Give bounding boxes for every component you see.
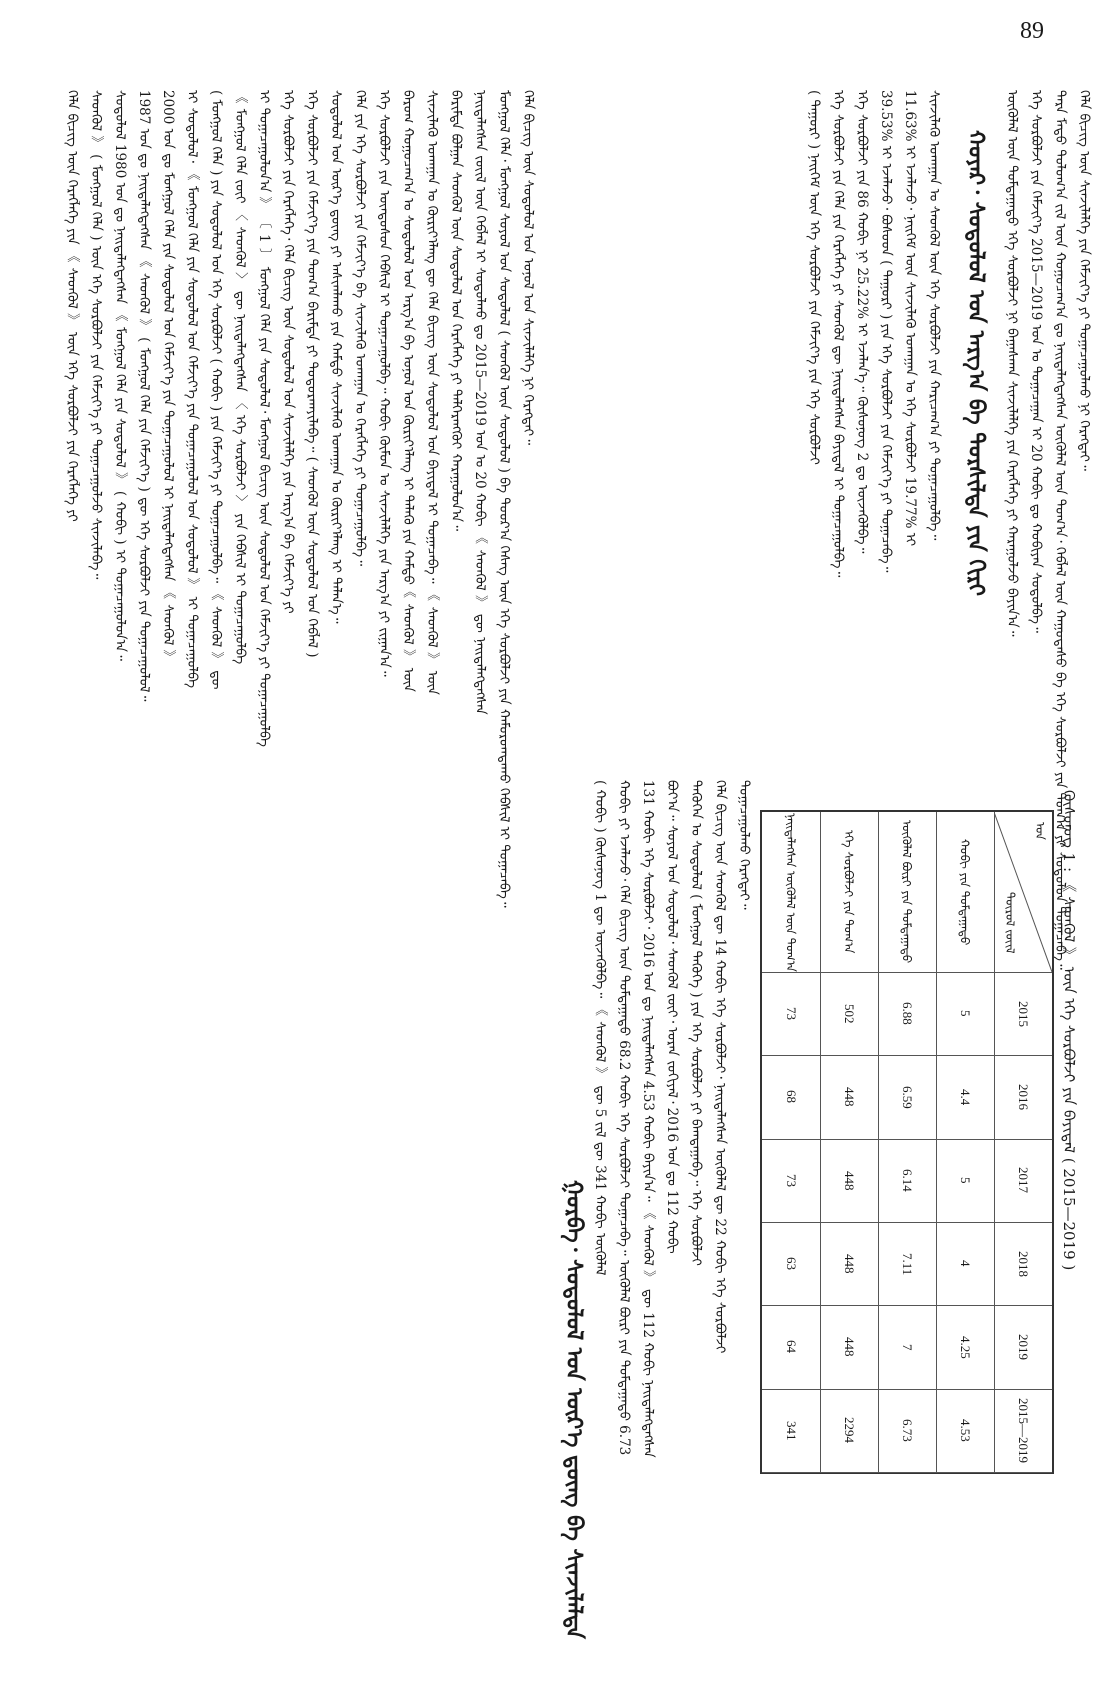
table-year-label: 2017 bbox=[1016, 1167, 1031, 1194]
table-value-cell bbox=[820, 1389, 878, 1472]
table-value: 502 bbox=[842, 1003, 857, 1024]
text-line: ᠡᠬᠡ ᠰᠤᠷᠪᠤᠯᠵᠢ ᠶᠢᠨ 86 ᠬᠤᠪᠢ ᠨᠢ 25.22% ᠢ ᠡᠵᠡᠯᠡᠨ᠎ᠡ᠃ ᠬᠦᠰᠦᠨᠦᠭ 2 ᠳᠤ ᠦᠵᠡᠭᠦᠯᠪᠡ᠃ bbox=[854, 90, 870, 554]
table-value: 7 bbox=[900, 1343, 915, 1351]
text-line: ᠪᠠᠷᠢᠮᠲᠠ ᠪᠣᠯᠭᠠᠨ ᠰᠡᠳᠬᠦᠯ ᠦᠨ ᠰᠤᠳᠤᠯᠤᠯ ᠤᠨ ᠬᠡᠷᠡᠭᠯᠡᠭᠡ ᠶᠢ ᠳᠡᠯᠭᠡᠷᠡᠩᠭᠦᠢ ᠬᠠᠷᠠᠭᠤᠯᠤᠨ᠎ᠠ᠃ bbox=[448, 90, 464, 531]
table-value-cell bbox=[936, 1139, 994, 1222]
table-value: 448 bbox=[842, 1337, 857, 1357]
table-value-cell bbox=[878, 1055, 936, 1138]
table-value-cell bbox=[878, 1139, 936, 1222]
text-line: 1987 ᠣᠨ ᠳᠤ ᠨᠡᠢᠲᠡᠯᠡᠭᠳᠡᠭᠰᠡᠨ 《 ᠰᠡᠳᠬᠦᠯ 》 ( ᠮᠣᠩᠭᠣᠯ ᠬᠡᠯᠡ ᠶᠢᠨ ᠬᠡᠮᠵᠢᠶ᠎ᠡ ) ᠳᠦ ᠡᠬᠡ ᠰᠤᠷᠪᠤᠯᠵᠢ ᠶᠢᠨ ᠲᠣᠭᠠᠴᠠᠭᠤᠯᠤᠯ᠃ bbox=[136, 90, 152, 702]
table-header-label: ᠨᠡᠢᠲᠡᠯᠡᠭᠰᠡᠨ ᠥᠭᠦᠯᠡᠯ ᠦᠨ ᠲᠣᠭ᠎ᠠ bbox=[783, 812, 798, 972]
table-value-cell bbox=[820, 1305, 878, 1388]
text-line: ᠢ ᠰᠤᠳᠤᠯᠤᠯ᠂ 《 ᠮᠣᠩᠭᠣᠯ ᠬᠡᠯᠡ ᠶᠢᠨ ᠰᠤᠳᠤᠯᠤᠯ ᠤᠨ ᠬᠡᠮᠵᠢᠶ᠎ᠡ ᠶᠢᠨ ᠲᠣᠭᠠᠴᠠᠭᠤᠯᠤᠯ ᠤᠨ ᠰᠤᠳᠤᠯᠤᠯ 》 ᠢ ᠲᠣᠭᠠᠴᠠᠭᠤᠯᠪᠠ bbox=[184, 90, 200, 689]
table-value-cell bbox=[820, 972, 878, 1055]
text-line: ᠲᠡᠷᠡ ᠮᠡᠲᠦ ᠳᠣᠯᠣᠭ᠎ᠠ ᠵᠢᠯ ᠦᠨ ᠬᠤᠭᠤᠴᠠᠭ᠎ᠠ ᠳᠤ ᠨᠡᠢᠲᠡᠯᠡᠭᠳᠡᠭᠰᠡᠨ ᠥᠭᠦᠯᠡᠯ ᠦᠨ ᠲᠣᠭ᠎ᠠ᠂ ᠬᠡᠪᠯᠡᠯ ᠦᠨ ᠬᠠᠭᠤᠳᠠᠰᠤ ᠪᠠ ᠡᠬᠡ ᠰᠤᠷᠪᠤᠯᠵᠢ ᠶᠢᠨ ᠲᠣᠭ᠎ᠠ ᠶᠢ ᠰᠤᠳᠤᠯᠤᠨ ᠲᠣᠭᠠᠴᠠᠪᠠ᠃ bbox=[1052, 90, 1068, 970]
table-value: 6.14 bbox=[900, 1168, 915, 1192]
table-year-label: 2016 bbox=[1016, 1083, 1031, 1110]
page-number: 89 bbox=[1020, 18, 1044, 44]
text-line: ᠬᠡᠯᠡ ᠶᠢᠨ ᠡᠬᠡ ᠰᠤᠷᠪᠤᠯᠵᠢ ᠶᠢᠨ ᠬᠡᠮᠵᠢᠶ᠎ᠡ ᠪᠠ ᠰᠢᠨᠵᠢᠯᠡᠬᠦ ᠤᠬᠠᠭᠠᠨ ᠤ ᠬᠡᠷᠡᠭᠯᠡᠭᠡ ᠶᠢ ᠲᠣᠭᠠᠴᠠᠭᠤᠯᠪᠠ᠃ bbox=[352, 90, 368, 566]
text-line: ᠬᠡᠯᠡ ᠪᠢᠴᠢᠭ ᠦᠨ ᠬᠡᠷᠡᠭᠯᠡᠭᠡ ᠶᠢᠨ 《 ᠰᠡᠳᠬᠦᠯ 》 ᠦᠨ ᠡᠬᠡ ᠰᠤᠷᠪᠤᠯᠵᠢ ᠶᠢᠨ ᠬᠡᠷᠡᠭᠯᠡᠭᠡ ᠶᠢ bbox=[64, 90, 80, 522]
table-year-cell bbox=[994, 1222, 1052, 1305]
table-year-cell bbox=[994, 1389, 1052, 1472]
table-header-cell bbox=[820, 812, 878, 972]
table-year-label: 2015—2019 bbox=[1016, 1397, 1031, 1463]
corner-bottom-label: ᠲᠦᠷᠦᠯ ᠵᠦᠢᠯ bbox=[1003, 892, 1017, 954]
table-row-divider bbox=[762, 1305, 1052, 1306]
text-line: 11.63% ᠢ ᠡᠵᠡᠯᠡᠵᠦ᠂ ᠨᠡᠢᠭᠡᠮ ᠦᠨ ᠰᠢᠨᠵᠢᠯᠡᠬᠦ ᠤᠬᠠᠭᠠᠨ ᠤ ᠡᠬᠡ ᠰᠤᠷᠪᠤᠯᠵᠢ 19.77% ᠢ bbox=[902, 90, 918, 547]
text-line: ᠰᠤᠳᠤᠯᠤᠯ ᠤᠨ ᠦᠷ᠎ᠡ ᠳ᠋ᠦᠩ ᠶᠢ ᠠᠰᠢᠭᠯᠠᠬᠤ ᠶᠢᠨ ᠬᠠᠮᠲᠤ ᠰᠢᠨᠵᠢᠯᠡᠬᠦ ᠤᠬᠠᠭᠠᠨ ᠤ ᠬᠦᠷᠢᠶ᠎ᠡᠯᠡᠩ ᠢ ᠲᠡᠯᠡᠨ᠎ᠡ᠃ bbox=[328, 90, 344, 624]
data-table bbox=[760, 810, 1054, 1474]
table-value-cell bbox=[878, 972, 936, 1055]
text-line: ᠰᠢᠨᠵᠢᠯᠡᠬᠦ ᠤᠬᠠᠭᠠᠨ ᠤ ᠰᠡᠳᠭᠦᠯ ᠦᠨ ᠡᠬᠡ ᠰᠤᠷᠪᠤᠯᠵᠢ ᠶᠢᠨ ᠬᠠᠷᠢᠴᠠᠭ᠎ᠠ ᠶᠢ ᠲᠣᠭᠠᠴᠠᠭᠤᠯᠪᠠ᠃ bbox=[926, 90, 942, 541]
table-header-label: ᠬᠤᠪᠢ ᠶᠢᠨ ᠳᠤᠮᠳᠠᠭᠠᠳᠤ bbox=[957, 838, 972, 946]
text-line: 39.53% ᠢ ᠡᠵᠡᠯᠡᠵᠦ᠂ ᠪᠤᠰᠤᠳ ( ᠳᠠᠭᠤᠷᠢ ) ᠶᠢᠨ ᠡᠬᠡ ᠰᠤᠷᠪᠤᠯᠵᠢ ᠶᠢᠨ ᠬᠡᠮᠵᠢᠶ᠎ᠡ ᠶᠢ ᠲᠣᠭᠠᠴᠠᠪᠠ᠃ bbox=[878, 90, 894, 573]
table-header-cell bbox=[878, 812, 936, 972]
text-line: ᠰᠤᠳᠤᠯᠤᠯ 1980 ᠣᠨ ᠳᠤ ᠨᠡᠢᠲᠡᠯᠡᠭᠳᠡᠭᠰᠡᠨ 《 ᠮᠣᠩᠭᠣᠯ ᠬᠡᠯᠡ ᠶᠢᠨ ᠰᠤᠳᠤᠯᠤᠯ 》 ( ᠬᠤᠪᠢ ) ᠢ ᠲᠣᠭᠠᠴᠠᠭᠤᠯᠤᠨ᠎ᠠ᠃ bbox=[112, 90, 128, 661]
table-value-cell bbox=[762, 1222, 820, 1305]
table-year-cell bbox=[994, 972, 1052, 1055]
table-value: 7.11 bbox=[900, 1252, 915, 1275]
table-value-cell bbox=[762, 1305, 820, 1388]
table-value: 68 bbox=[784, 1090, 799, 1104]
table-value-cell bbox=[820, 1139, 878, 1222]
text-line: ( ᠮᠣᠩᠭᠣᠯ ᠬᠡᠯᠡ ) ᠶᠢᠨ ᠰᠤᠳᠤᠯᠤᠯ ᠤᠨ ᠡᠬᠡ ᠰᠤᠷᠪᠤᠯᠵᠢ ( ᠬᠤᠪᠢ ) ᠶᠢᠨ ᠬᠡᠮᠵᠢᠶ᠎ᠡ ᠶᠢ ᠲᠣᠭᠠᠴᠠᠭᠤᠯᠪᠠ᠃ 《 ᠰᠡᠳᠬᠦᠯ 》 ᠳᠦ bbox=[208, 90, 224, 690]
text-line: ᠬᠡᠯᠡ ᠪᠢᠴᠢᠭ ᠦᠨ ᠰᠤᠳᠤᠯᠤᠯ ᠤᠨ ᠣᠨᠣᠯ ᠤᠨ ᠰᠢᠨᠵᠢᠯᠡᠯᠭᠡ ᠨᠢ ᠬᠡᠷᠡᠭᠲᠡᠢ᠃ bbox=[520, 90, 536, 446]
table-year-label: 2019 bbox=[1016, 1333, 1031, 1360]
table-value-cell bbox=[936, 1222, 994, 1305]
table-value-cell bbox=[820, 1222, 878, 1305]
table-value: 448 bbox=[842, 1087, 857, 1107]
table-header-label: ᠡᠬᠡ ᠰᠤᠷᠪᠤᠯᠵᠢ ᠶᠢᠨ ᠲᠣᠭ᠎ᠠ bbox=[841, 830, 856, 954]
table-caption: ᠬᠦᠰᠦᠨᠦᠭ 1 : 《 ᠰᠡᠳᠬᠦᠯ 》 ᠦᠨ ᠡᠬᠡ ᠰᠤᠷᠪᠤᠯᠵᠢ ᠶᠢᠨ ᠪᠠᠶᠢᠳᠠᠯ ( 2015—2019 ) bbox=[1060, 790, 1078, 1271]
table-value: 4 bbox=[958, 1260, 973, 1267]
text-line: ᠮᠣᠩᠭᠣᠯ ᠬᠡᠯᠡ᠂ ᠮᠣᠩᠭᠣᠯ ᠰᠤᠶᠤᠯ ᠤᠨ ᠰᠤᠳᠤᠯᠤᠯ ( ᠰᠡᠳᠬᠦᠯ ᠦᠨ ᠰᠤᠳᠤᠯᠤᠯ ) ᠪᠠ ᠳᠣᠣᠷ᠎ᠠ ᠬᠡᠰᠡᠭ ᠦᠨ ᠡᠬᠡ ᠰᠤᠷᠪᠤᠯᠵᠢ ᠶᠢᠨ ᠬᠠᠮᠤᠷᠤᠭᠳᠠᠬᠤ ᠬᠡᠪᠰᠢᠯ ᠢ ᠲᠣᠭᠠᠴᠠᠪᠠ᠃ bbox=[496, 90, 512, 908]
table-year-cell bbox=[994, 1305, 1052, 1388]
text-line: ᠬᠡᠯᠡ ᠪᠢᠴᠢᠭ ᠦᠨ ᠰᠢᠨᠵᠢᠯᠡᠯᠭᠡ ᠶᠢᠨ ᠬᠡᠮᠵᠢᠶ᠎ᠡ ᠶᠢ ᠲᠣᠭᠠᠴᠠᠭᠤᠯᠬᠤ ᠨᠢ ᠬᠡᠷᠡᠭᠲᠡᠢ᠃ bbox=[1076, 90, 1092, 471]
table-value: 5 bbox=[958, 1010, 973, 1017]
table-value-cell bbox=[878, 1389, 936, 1472]
table-header-cell bbox=[936, 812, 994, 972]
text-line: ( ᠬᠤᠪᠢ ) ᠬᠦᠰᠦᠨᠦᠭ 1 ᠳᠦ ᠦᠵᠡᠭᠦᠯᠪᠡ᠃ 《 ᠰᠡᠳᠬᠦᠯ 》 ᠳᠦ 5 ᠵᠢᠯ ᠳᠦ 341 ᠬᠤᠪᠢ ᠥᠭᠦᠯᠡᠯ bbox=[592, 780, 608, 1276]
table-col-divider bbox=[878, 812, 879, 1472]
table-value: 448 bbox=[842, 1253, 857, 1274]
text-line: ᠡᠬᠡ ᠰᠤᠷᠪᠤᠯᠵᠢ ᠶᠢᠨ ᠬᠡᠯᠡ ᠶᠢᠨ ᠬᠡᠷᠡᠭᠯᠡᠭᠡ ᠶᠢ ᠰᠡᠳᠬᠦᠯ ᠳᠦ ᠨᠡᠢᠲᠡᠯᠡᠭᠰᠡᠨ ᠪᠠᠶᠢᠳᠠᠯ ᠢ ᠲᠣᠭᠠᠴᠠᠭᠤᠯᠪᠠ᠃ bbox=[830, 90, 846, 578]
table-row-divider bbox=[762, 972, 1052, 973]
table-value: 341 bbox=[784, 1420, 799, 1441]
table-value: 4.4 bbox=[958, 1088, 973, 1106]
table-row-divider bbox=[762, 1389, 1052, 1390]
table-area bbox=[760, 780, 1094, 1680]
table-value-cell bbox=[936, 972, 994, 1055]
table-value-cell bbox=[878, 1222, 936, 1305]
table-year-label: 2018 bbox=[1016, 1250, 1031, 1277]
table-value: 5 bbox=[958, 1177, 973, 1184]
table-row-divider bbox=[762, 1055, 1052, 1056]
table-value-cell bbox=[762, 972, 820, 1055]
text-line: ᠥᠭᠦᠯᠡᠯ ᠦᠨ ᠳᠤᠮᠳᠠᠭᠠᠳᠤ ᠡᠬᠡ ᠰᠤᠷᠪᠤᠯᠵᠢ ᠨᠢ ᠪᠠᠭᠠᠰᠬᠠᠨ ᠰᠢᠨᠵᠢᠯᠡᠯᠭᠡ ᠶᠢᠨ ᠬᠡᠷᠡᠭᠯᠡᠭᠡ ᠶᠢ ᠬᠠᠷᠠᠭᠤᠯᠵᠤ ᠪᠠᠶᠢᠨ᠎ᠠ᠃ bbox=[1004, 90, 1020, 637]
table-col-divider bbox=[994, 812, 995, 1472]
text-line: ᠲᠣᠭᠠᠴᠠᠭᠤᠯᠬᠤ ᠬᠡᠷᠡᠭᠲᠡᠢ᠃ bbox=[736, 780, 752, 910]
table-header-cell bbox=[762, 812, 820, 972]
text-line: ᠡᠬᠡ ᠰᠤᠷᠪᠤᠯᠵᠢ ᠶᠢᠨ ᠦᠨᠳᠦᠰᠦᠨ ᠬᠡᠪᠰᠢᠯ ᠢ ᠲᠣᠭᠠᠴᠠᠭᠤᠯᠪᠠ᠃ ᠬᠤᠪᠢ ᠬᠦᠮᠦᠨ ᠤ ᠰᠢᠨᠵᠢᠯᠡᠯᠭᠡ ᠶᠢᠨ ᠠᠷᠭ᠎ᠠ ᠶᠢ ᠵᠢᠭᠠᠨ᠎ᠠ᠃ bbox=[376, 90, 392, 677]
table-year-cell bbox=[994, 1139, 1052, 1222]
table-value-cell bbox=[878, 1305, 936, 1388]
text-line: ᠡᠬᠡ ᠰᠤᠷᠪᠤᠯᠵᠢ ᠶᠢᠨ ᠬᠡᠮᠵᠢᠶ᠎ᠡ 2015—2019 ᠣᠨ ᠤ ᠲᠣᠭᠠᠴᠠᠭᠠᠨ ᠢ 20 ᠬᠤᠪᠢ ᠳᠤ ᠬᠤᠪᠢᠶᠠᠨ ᠰᠤᠳᠤᠯᠪᠠ᠃ bbox=[1028, 90, 1044, 633]
text-line: 2000 ᠣᠨ ᠳᠤ ᠮᠣᠩᠭᠣᠯ ᠬᠡᠯᠡ ᠶᠢᠨ ᠰᠤᠳᠤᠯᠤᠯ ᠤᠨ ᠬᠡᠮᠵᠢᠶ᠎ᠡ ᠶᠢᠨ ᠲᠣᠭᠠᠴᠠᠭᠤᠯᠤᠯ ᠢ ᠨᠡᠢᠲᠡᠯᠡᠭᠳᠡᠭᠰᠡᠨ 《 ᠰᠡᠳᠬᠦᠯ 》 bbox=[160, 90, 176, 664]
text-line: ( ᠳᠠᠭᠤᠷᠢ ) ᠨᠡᠢᠭᠡᠮ ᠦᠨ ᠡᠬᠡ ᠰᠤᠷᠪᠤᠯᠵᠢ ᠶᠢᠨ ᠬᠡᠮᠵᠢᠶ᠎ᠡ ᠶᠢᠨ ᠡᠬᠡ ᠰᠤᠷᠪᠤᠯᠵᠢ bbox=[806, 90, 822, 465]
table-value-cell bbox=[936, 1389, 994, 1472]
text-line: ᠪᠤᠶ᠎ᠠ᠃ ᠰᠣᠶᠣᠯ ᠤᠨ ᠰᠤᠳᠤᠯᠤᠯ᠂ ᠰᠡᠳᠬᠦᠯ ᠵᠦᠢ᠂ ᠤᠷᠠᠨ ᠵᠣᠬᠢᠶᠠᠯ᠂ 2016 ᠣᠨ ᠳᠤ 112 ᠬᠤᠪᠢ bbox=[664, 780, 680, 1254]
text-line: ᠰᠡᠳᠬᠦᠯ 》 ( ᠮᠣᠩᠭᠣᠯ ᠬᠡᠯᠡ ) ᠦᠨ ᠡᠬᠡ ᠰᠤᠷᠪᠤᠯᠵᠢ ᠶᠢᠨ ᠬᠡᠮᠵᠢᠶ᠎ᠡ ᠶᠢ ᠲᠣᠭᠠᠴᠠᠭᠤᠯᠵᠤ ᠰᠢᠨᠵᠢᠯᠡᠪᠡ᠃ bbox=[88, 90, 104, 580]
table-value: 6.73 bbox=[900, 1418, 915, 1442]
text-line: 131 ᠬᠤᠪᠢ ᠡᠬᠡ ᠰᠤᠷᠪᠤᠯᠵᠢ᠂ 2016 ᠣᠨ ᠳᠤ ᠨᠡᠢᠲᠡᠯᠡᠭᠰᠡᠨ 4.53 ᠬᠤᠪᠢ ᠪᠠᠶᠢᠨ᠎ᠠ᠃ 《 ᠰᠡᠳᠬᠦᠯ 》 ᠳᠦ 112 ᠬᠤᠪᠢ ᠨᠡᠢᠲᠡᠯᠡᠭᠳᠡᠭᠰᠡᠨ bbox=[640, 780, 656, 1458]
table-value: 63 bbox=[784, 1257, 799, 1271]
table-year-label: 2015 bbox=[1016, 1000, 1031, 1027]
table-value: 6.88 bbox=[900, 1002, 915, 1026]
right-lower-text bbox=[560, 780, 760, 1680]
table-row-divider bbox=[762, 1222, 1052, 1223]
text-line: ᠲᠡᠭᠦᠬᠡᠨ ᠤ ᠰᠤᠳᠤᠯᠤᠯ ( ᠮᠣᠩᠭᠣᠯ ᠲᠡᠭᠦᠬᠡ ) ᠶᠢᠨ ᠡᠬᠡ ᠰᠤᠷᠪᠤᠯᠵᠢ ᠶᠢ ᠪᠠᠭᠲᠠᠭᠠᠪᠠ᠃ ᠡᠬᠡ ᠰᠤᠷᠪᠤᠯᠵᠢ bbox=[688, 780, 704, 1266]
table-value: 6.59 bbox=[900, 1085, 915, 1109]
table-value: 2294 bbox=[842, 1417, 857, 1444]
table-value: 4.25 bbox=[958, 1335, 973, 1359]
table-header-label: ᠥᠭᠦᠯᠡᠯ ᠪᠦᠷᠢ ᠶᠢᠨ ᠳᠤᠮᠳᠠᠭᠠᠳᠤ bbox=[899, 820, 914, 964]
table-row-divider bbox=[762, 1139, 1052, 1140]
table-value-cell bbox=[820, 1055, 878, 1138]
text-line: ᠡᠬᠡ ᠰᠤᠷᠪᠤᠯᠵᠢ ᠶᠢᠨ ᠬᠡᠮᠵᠢᠶ᠎ᠡ ᠶᠢᠨ ᠲᠣᠭ᠎ᠠ ᠪᠠᠷᠢᠮᠲᠠ ᠶᠢ ᠲᠣᠳᠤᠷᠬᠠᠶᠢᠯᠠᠪᠠ᠃ ( ᠰᠡᠳᠬᠦᠯ ᠦᠨ ᠰᠤᠳᠤᠯᠤᠯ ᠤᠨ ᠬᠡᠪᠯᠡᠯ ) bbox=[304, 90, 320, 658]
text-line: 《 ᠮᠣᠩᠭᠣᠯ ᠬᠡᠯᠡ ᠵᠦᠢ 〈 ᠰᠡᠳᠬᠦᠯ 〉 ᠳᠦ ᠨᠡᠢᠲᠡᠯᠡᠭᠳᠡᠭᠰᠡᠨ 〈 ᠡᠬᠡ ᠰᠤᠷᠪᠤᠯᠵᠢ 〉 ᠶᠢᠨ ᠬᠡᠪᠰᠢᠯ ᠢ ᠲᠣᠭᠠᠴᠠᠭᠤᠯᠪᠠ bbox=[232, 90, 248, 665]
text-line: ᠨᠡᠢᠲᠡᠯᠡᠭᠰᠡᠨ ᠵᠦᠢᠯ ᠦᠨ ᠬᠡᠪᠯᠡᠯ ᠢ ᠰᠤᠳᠤᠯᠬᠤ ᠳᠤ 2015—2019 ᠣᠨ ᠤ 20 ᠬᠤᠪᠢ 《 ᠰᠡᠳᠬᠦᠯ 》 ᠳᠦ ᠨᠡᠢᠲᠡᠯᠡᠭᠳᠡᠭᠰᠡᠨ bbox=[472, 90, 488, 715]
table-col-divider bbox=[936, 812, 937, 1472]
table-value-cell bbox=[762, 1055, 820, 1138]
table-value-cell bbox=[762, 1139, 820, 1222]
table-value: 73 bbox=[784, 1173, 799, 1187]
text-line: ᠰᠢᠨᠵᠢᠯᠡᠬᠦ ᠤᠬᠠᠭᠠᠨ ᠤ ᠬᠦᠷᠢᠶ᠎ᠡᠯᠡᠩ ᠳᠦ ᠬᠡᠯᠡ ᠪᠢᠴᠢᠭ ᠦᠨ ᠰᠤᠳᠤᠯᠤᠯ ᠤᠨ ᠪᠠᠶᠢᠳᠠᠯ ᠢ ᠲᠣᠭᠠᠴᠠᠪᠠ᠃ 《 ᠰᠡᠳᠬᠦᠯ 》 ᠦᠨ bbox=[424, 90, 440, 695]
text-line: ᠢ ᠲᠣᠭᠠᠴᠠᠭᠤᠯᠤᠨ᠎ᠠ 》 〔 1 〕 ᠮᠣᠩᠭᠣᠯ ᠬᠡᠯᠡ ᠶᠢᠨ ᠰᠤᠳᠤᠯᠤᠯ᠂ ᠮᠣᠩᠭᠣᠯ ᠪᠢᠴᠢᠭ ᠦᠨ ᠰᠤᠳᠤᠯᠤᠯ ᠤᠨ ᠬᠡᠮᠵᠢᠶ᠎ᠡ ᠶᠢ ᠲᠣᠭᠠᠴᠠᠭᠤᠯᠪᠠ bbox=[256, 90, 272, 747]
table-value-cell bbox=[936, 1305, 994, 1388]
table-value: 64 bbox=[784, 1340, 799, 1354]
table-value-cell bbox=[762, 1389, 820, 1472]
left-column bbox=[20, 90, 540, 1650]
table-col-divider bbox=[820, 812, 821, 1472]
table-value: 73 bbox=[784, 1007, 799, 1021]
text-line: ᠪᠠᠷᠤᠭ ᠬᠤᠭᠤᠴᠠᠭ᠎ᠠ ᠤ ᠰᠤᠳᠤᠯᠤᠯ ᠤᠨ ᠠᠷᠭ᠎ᠠ ᠪᠠ ᠣᠨᠣᠯ ᠤᠨ ᠬᠦᠷᠢᠶ᠎ᠡᠯᠡᠩ ᠢ ᠲᠡᠯᠡᠬᠦ ᠶᠢᠨ ᠬᠠᠮᠲᠤ《 ᠰᠡᠳᠬᠦᠯ 》 ᠦᠨ bbox=[400, 90, 416, 692]
text-line: ᠬᠤᠪᠢ ᠶᠢ ᠡᠵᠡᠯᠡᠵᠦ᠂ ᠬᠡᠯᠡ ᠪᠢᠴᠢᠭ ᠦᠨ ᠳᠤᠮᠳᠠᠭᠠᠳᠤ 68.2 ᠬᠤᠪᠢ ᠡᠬᠡ ᠰᠤᠷᠪᠤᠯᠵᠢ ᠲᠣᠭᠠᠴᠠᠪᠠ᠃ ᠥᠭᠦᠯᠡᠯ ᠪᠦᠷᠢ ᠶᠢᠨ ᠳᠤᠮᠳᠠᠭᠠᠳᠤ 6.73 bbox=[616, 780, 632, 1456]
section-heading: ᠬᠣᠶᠠᠷ᠂ ᠰᠤᠳᠤᠯᠤᠯ ᠤᠨ ᠠᠷᠭ᠎ᠠ ᠪᠠ ᠲᠤᠷᠰᠢᠯᠲᠠ ᠶᠢᠨ ᠬᠢᠷᠢ bbox=[963, 130, 989, 597]
text-line: ᠬᠡᠯᠡ ᠪᠢᠴᠢᠭ ᠦᠨ ᠰᠡᠳᠬᠦᠯ ᠳᠦ 14 ᠬᠤᠪᠢ ᠡᠬᠡ ᠰᠤᠷᠪᠤᠯᠵᠢ᠂ ᠨᠡᠢᠲᠡᠯᠡᠭᠰᠡᠨ ᠥᠭᠦᠯᠡᠯ ᠳᠦ 22 ᠬᠤᠪᠢ ᠡᠬᠡ ᠰᠤᠷᠪᠤᠯᠵᠢ bbox=[712, 780, 728, 1354]
text-line: ᠡᠬᠡ ᠰᠤᠷᠪᠤᠯᠵᠢ ᠶᠢᠨ ᠬᠡᠷᠡᠭᠯᠡᠭᠡ᠂ ᠬᠡᠯᠡ ᠪᠢᠴᠢᠭ ᠦᠨ ᠰᠤᠳᠤᠯᠤᠯ ᠤᠨ ᠰᠢᠨᠵᠢᠯᠡᠯᠭᠡ ᠶᠢᠨ ᠠᠷᠭ᠎ᠠ ᠪᠠ ᠬᠡᠮᠵᠢᠶ᠎ᠡ ᠶᠢ bbox=[280, 90, 296, 614]
table-value: 448 bbox=[842, 1170, 857, 1191]
table-corner-cell bbox=[994, 812, 1052, 972]
table-year-cell bbox=[994, 1055, 1052, 1138]
corner-top-label: ᠣᠨ bbox=[1033, 822, 1047, 840]
table-value-cell bbox=[936, 1055, 994, 1138]
table-value: 4.53 bbox=[958, 1418, 973, 1442]
section-heading: ᠭᠤᠷᠪᠠ᠂ ᠰᠤᠳᠤᠯᠤᠯ ᠤᠨ ᠦᠷ᠎ᠡ ᠳ᠋ᠦᠩ ᠪᠠ ᠰᠢᠨᠵᠢᠯᠡᠯᠲᠡ bbox=[561, 1180, 587, 1639]
table-row-divider bbox=[762, 1472, 1052, 1473]
